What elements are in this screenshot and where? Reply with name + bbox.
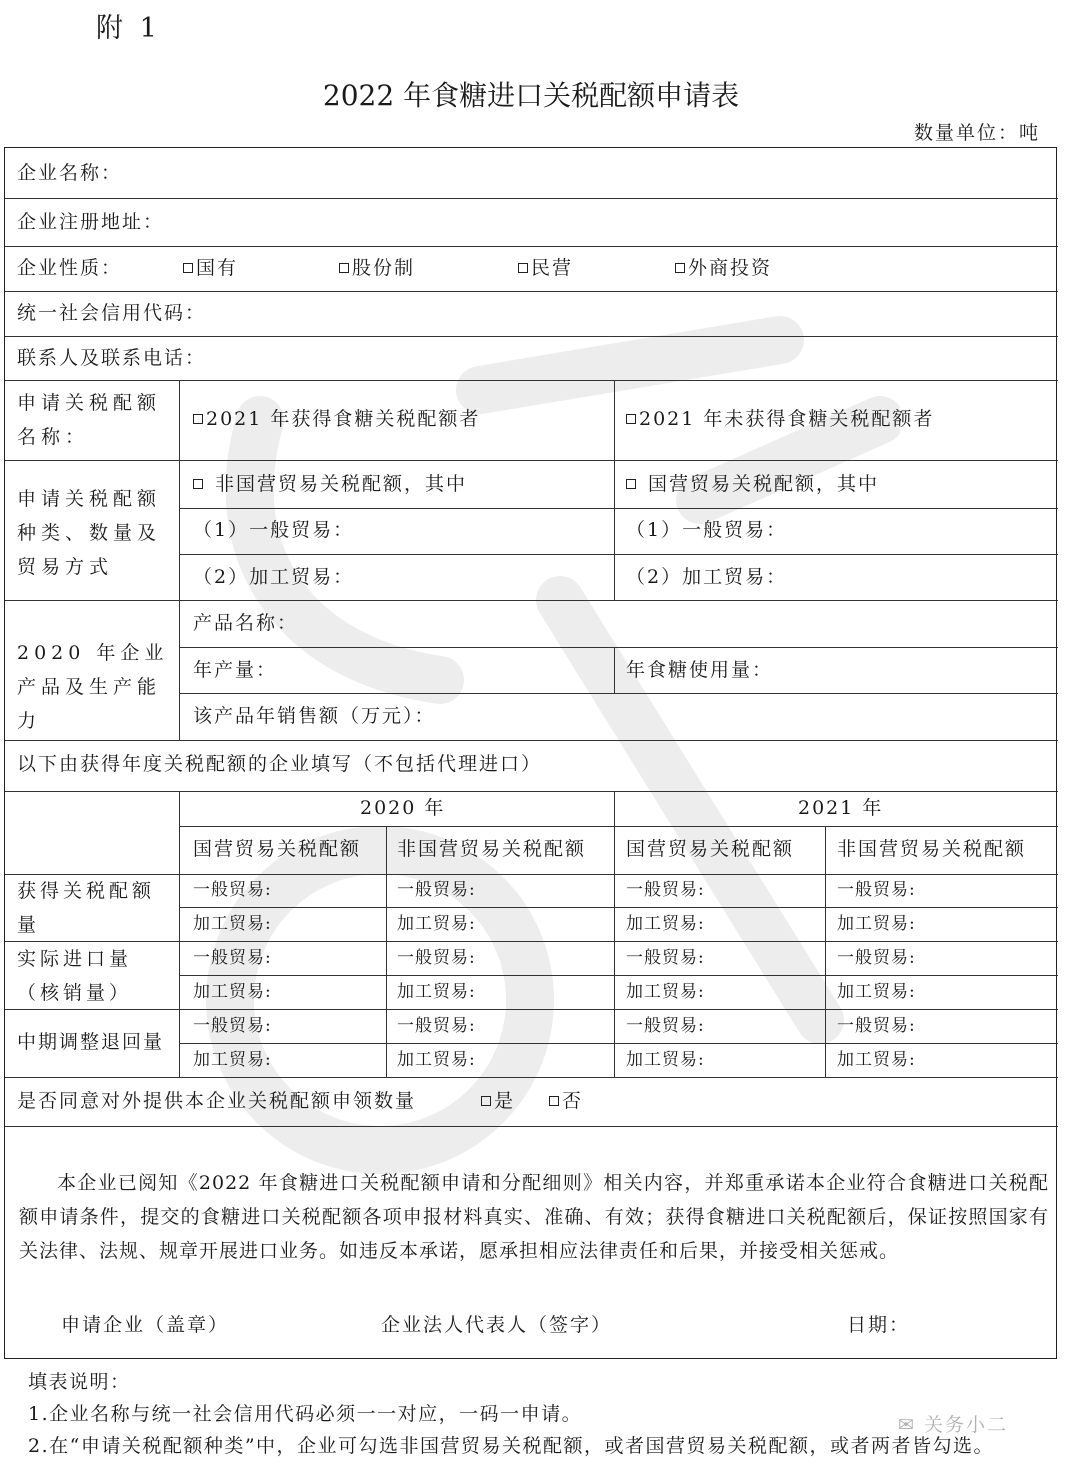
quota-name-option-obtained[interactable]: 2021 年获得食糖关税配额者 [193, 410, 480, 429]
cell-obtained-2021-state-processing[interactable]: 加工贸易: [626, 914, 705, 934]
cell-import-2020-state-processing[interactable]: 加工贸易: [193, 982, 272, 1002]
annual-sales-field[interactable]: 该产品年销售额（万元）： [193, 705, 436, 727]
cell-obtained-2020-state-processing[interactable]: 加工贸易: [193, 914, 272, 934]
cell-import-2021-nonstate-general[interactable]: 一般贸易: [837, 948, 916, 968]
cell-return-2021-state-processing[interactable]: 加工贸易: [626, 1050, 705, 1070]
non-state-processing-trade[interactable]: （2）加工贸易： [193, 566, 355, 588]
state-general-trade[interactable]: （1）一般贸易： [626, 519, 788, 541]
annual-output-field[interactable]: 年产量： [193, 659, 278, 681]
cell-obtained-2020-nonstate-processing[interactable]: 加工贸易: [397, 914, 476, 934]
col-2020-state: 国营贸易关税配额 [193, 838, 362, 860]
checkbox-icon [626, 479, 636, 489]
legal-rep-signature-field[interactable]: 企业法人代表人（签字） [381, 1314, 613, 1336]
consent-label: 是否同意对外提供本企业关税配额申领数量 [17, 1090, 417, 1112]
row-actual-import-label: 实际进口量（核销量） [17, 948, 133, 1004]
nature-option-foreign[interactable]: 外商投资 [675, 259, 772, 278]
cell-obtained-2021-nonstate-general[interactable]: 一般贸易: [837, 880, 916, 900]
state-processing-trade[interactable]: （2）加工贸易： [626, 566, 788, 588]
checkbox-icon [626, 414, 636, 424]
cell-return-2020-nonstate-processing[interactable]: 加工贸易: [397, 1050, 476, 1070]
date-field[interactable]: 日期： [847, 1314, 911, 1336]
application-form [4, 147, 1057, 1359]
contact-field[interactable]: 联系人及联系电话： [17, 347, 207, 369]
year-2021-header: 2021 年 [798, 797, 884, 819]
cell-return-2021-nonstate-general[interactable]: 一般贸易: [837, 1016, 916, 1036]
form-title: 2022 年食糖进口关税配额申请表 [322, 79, 740, 112]
quota-type-label: 申请关税配额种类、数量及贸易方式 [17, 488, 162, 578]
attachment-label: 附 1 [96, 13, 161, 44]
consent-yes-option[interactable]: 是 [481, 1092, 515, 1111]
wechat-icon: ✉ [898, 1414, 924, 1436]
checkbox-icon [193, 479, 203, 489]
cell-import-2021-nonstate-processing[interactable]: 加工贸易: [837, 982, 916, 1002]
cell-import-2020-nonstate-processing[interactable]: 加工贸易: [397, 982, 476, 1002]
col-2020-non-state: 非国营贸易关税配额 [397, 838, 587, 860]
cell-return-2020-state-general[interactable]: 一般贸易: [193, 1016, 272, 1036]
cell-return-2021-nonstate-processing[interactable]: 加工贸易: [837, 1050, 916, 1070]
nature-option-shareholding[interactable]: 股份制 [339, 259, 415, 278]
production-label: 2020 年企业产品及生产能力 [17, 642, 169, 732]
nature-option-state[interactable]: 国有 [183, 259, 238, 278]
cell-obtained-2020-state-general[interactable]: 一般贸易: [193, 880, 272, 900]
cell-obtained-2020-nonstate-general[interactable]: 一般贸易: [397, 880, 476, 900]
row-mid-adjust-label: 中期调整退回量 [17, 1031, 165, 1053]
product-name-field[interactable]: 产品名称： [193, 612, 299, 634]
cell-obtained-2021-state-general[interactable]: 一般贸易: [626, 880, 705, 900]
instruction-item: 1.企业名称与统一社会信用代码必须一一对应，一码一申请。 [28, 1403, 583, 1425]
row-quota-obtained-label: 获得关税配额量 [17, 880, 156, 936]
declaration-paragraph: 本企业已阅知《2022 年食糖进口关税配额申请和分配细则》相关内容，并郑重承诺本企业符合食糖进口关税配额申请条件，提交的食糖进口关税配额各项申报材料真实、准确、有效；获得食糖进口关税配额后，保证按照国家有关法律、法规、规章开展进口业务。如违反本承诺，愿承担相应法律责任和后果，并接受相关惩戒。 [19, 1172, 1049, 1262]
quantity-unit: 数量单位：吨 [913, 122, 1040, 144]
instructions-heading: 填表说明： [28, 1371, 131, 1393]
consent-no-option[interactable]: 否 [549, 1092, 583, 1111]
applicant-seal-field[interactable]: 申请企业（盖章） [61, 1314, 230, 1336]
company-name-field[interactable]: 企业名称： [17, 162, 123, 184]
nature-option-private[interactable]: 民营 [518, 259, 573, 278]
checkbox-icon [481, 1096, 491, 1106]
quota-name-label: 申请关税配额名称： [17, 392, 162, 448]
cell-return-2021-state-general[interactable]: 一般贸易: [626, 1016, 705, 1036]
non-state-quota-option[interactable]: 非国营贸易关税配额，其中 [193, 475, 467, 494]
credit-code-field[interactable]: 统一社会信用代码： [17, 302, 207, 324]
checkbox-icon [183, 263, 193, 273]
cell-import-2020-nonstate-general[interactable]: 一般贸易: [397, 948, 476, 968]
col-2021-state: 国营贸易关税配额 [626, 838, 795, 860]
non-state-general-trade[interactable]: （1）一般贸易： [193, 519, 355, 541]
checkbox-icon [518, 263, 528, 273]
cell-obtained-2021-nonstate-processing[interactable]: 加工贸易: [837, 914, 916, 934]
cell-import-2021-state-processing[interactable]: 加工贸易: [626, 982, 705, 1002]
company-address-field[interactable]: 企业注册地址： [17, 211, 165, 233]
instruction-item: 2.在“申请关税配额种类”中，企业可勾选非国营贸易关税配额，或者国营贸易关税配额，或者两者皆勾选。 [28, 1435, 995, 1457]
checkbox-icon [675, 263, 685, 273]
cell-return-2020-nonstate-general[interactable]: 一般贸易: [397, 1016, 476, 1036]
year-2020-header: 2020 年 [360, 797, 446, 819]
col-2021-non-state: 非国营贸易关税配额 [837, 838, 1027, 860]
state-quota-option[interactable]: 国营贸易关税配额，其中 [626, 475, 879, 494]
wechat-watermark: ✉ 关务小二 [898, 1414, 1008, 1436]
checkbox-icon [339, 263, 349, 273]
sugar-usage-field[interactable]: 年食糖使用量： [626, 659, 774, 681]
cell-import-2020-state-general[interactable]: 一般贸易: [193, 948, 272, 968]
checkbox-icon [549, 1096, 559, 1106]
cell-return-2020-state-processing[interactable]: 加工贸易: [193, 1050, 272, 1070]
quota-holder-note: 以下由获得年度关税配额的企业填写（不包括代理进口） [17, 753, 543, 775]
cell-import-2021-state-general[interactable]: 一般贸易: [626, 948, 705, 968]
company-nature-label: 企业性质： [17, 257, 123, 279]
checkbox-icon [193, 414, 203, 424]
quota-name-option-not-obtained[interactable]: 2021 年未获得食糖关税配额者 [626, 410, 934, 429]
